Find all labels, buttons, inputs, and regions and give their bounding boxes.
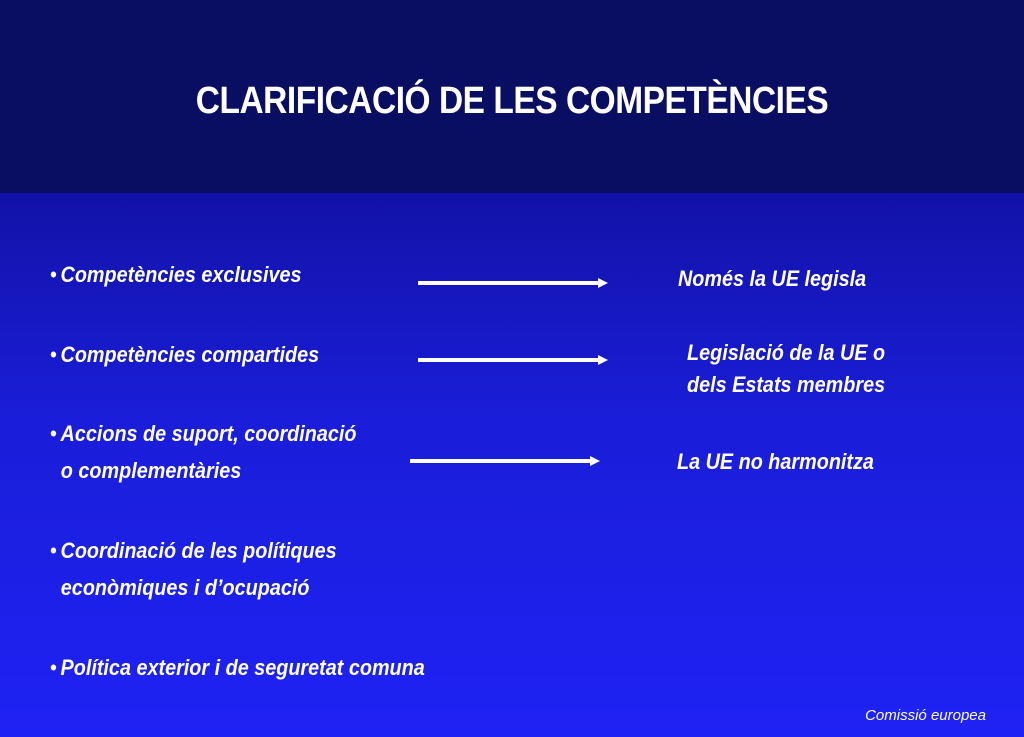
bullet-marker: •: [50, 538, 57, 563]
bullet-text: Competències exclusives: [60, 262, 302, 287]
bullet-support-actions: [50, 415, 356, 489]
arrow-right-icon: [410, 456, 600, 466]
result-text-continued: dels Estats membres: [687, 372, 886, 397]
bullet-foreign-policy: [50, 649, 425, 686]
bullet-exclusive-competences: [50, 256, 302, 293]
slide-title: CLARIFICACIÓ DE LES COMPETÈNCIES: [195, 80, 829, 122]
arrow-right-icon: [418, 278, 608, 288]
result-eu-no-harmonisation: La UE no harmonitza: [677, 449, 874, 474]
bullet-text: Accions de suport, coordinació: [60, 421, 357, 446]
bullet-shared-competences: [50, 336, 319, 373]
bullet-marker: •: [50, 342, 57, 367]
bullet-economic-coordination: [50, 532, 337, 606]
bullet-text: Política exterior i de seguretat comuna: [60, 655, 425, 680]
footer-attribution: Comissió europea: [865, 707, 986, 724]
bullet-marker: •: [50, 421, 57, 446]
result-only-eu-legislates: Només la UE legisla: [678, 266, 867, 291]
bullet-text-continued: o complementàries: [60, 458, 242, 483]
bullet-marker: •: [50, 655, 57, 680]
result-text: Legislació de la UE o: [687, 340, 886, 365]
bullet-text: Competències compartides: [60, 342, 320, 367]
bullet-text-continued: econòmiques i d’ocupació: [60, 575, 310, 600]
result-eu-or-member-states: [687, 337, 885, 401]
arrow-right-icon: [418, 355, 608, 365]
bullet-marker: •: [50, 262, 57, 287]
bullet-text: Coordinació de les polítiques: [60, 538, 337, 563]
